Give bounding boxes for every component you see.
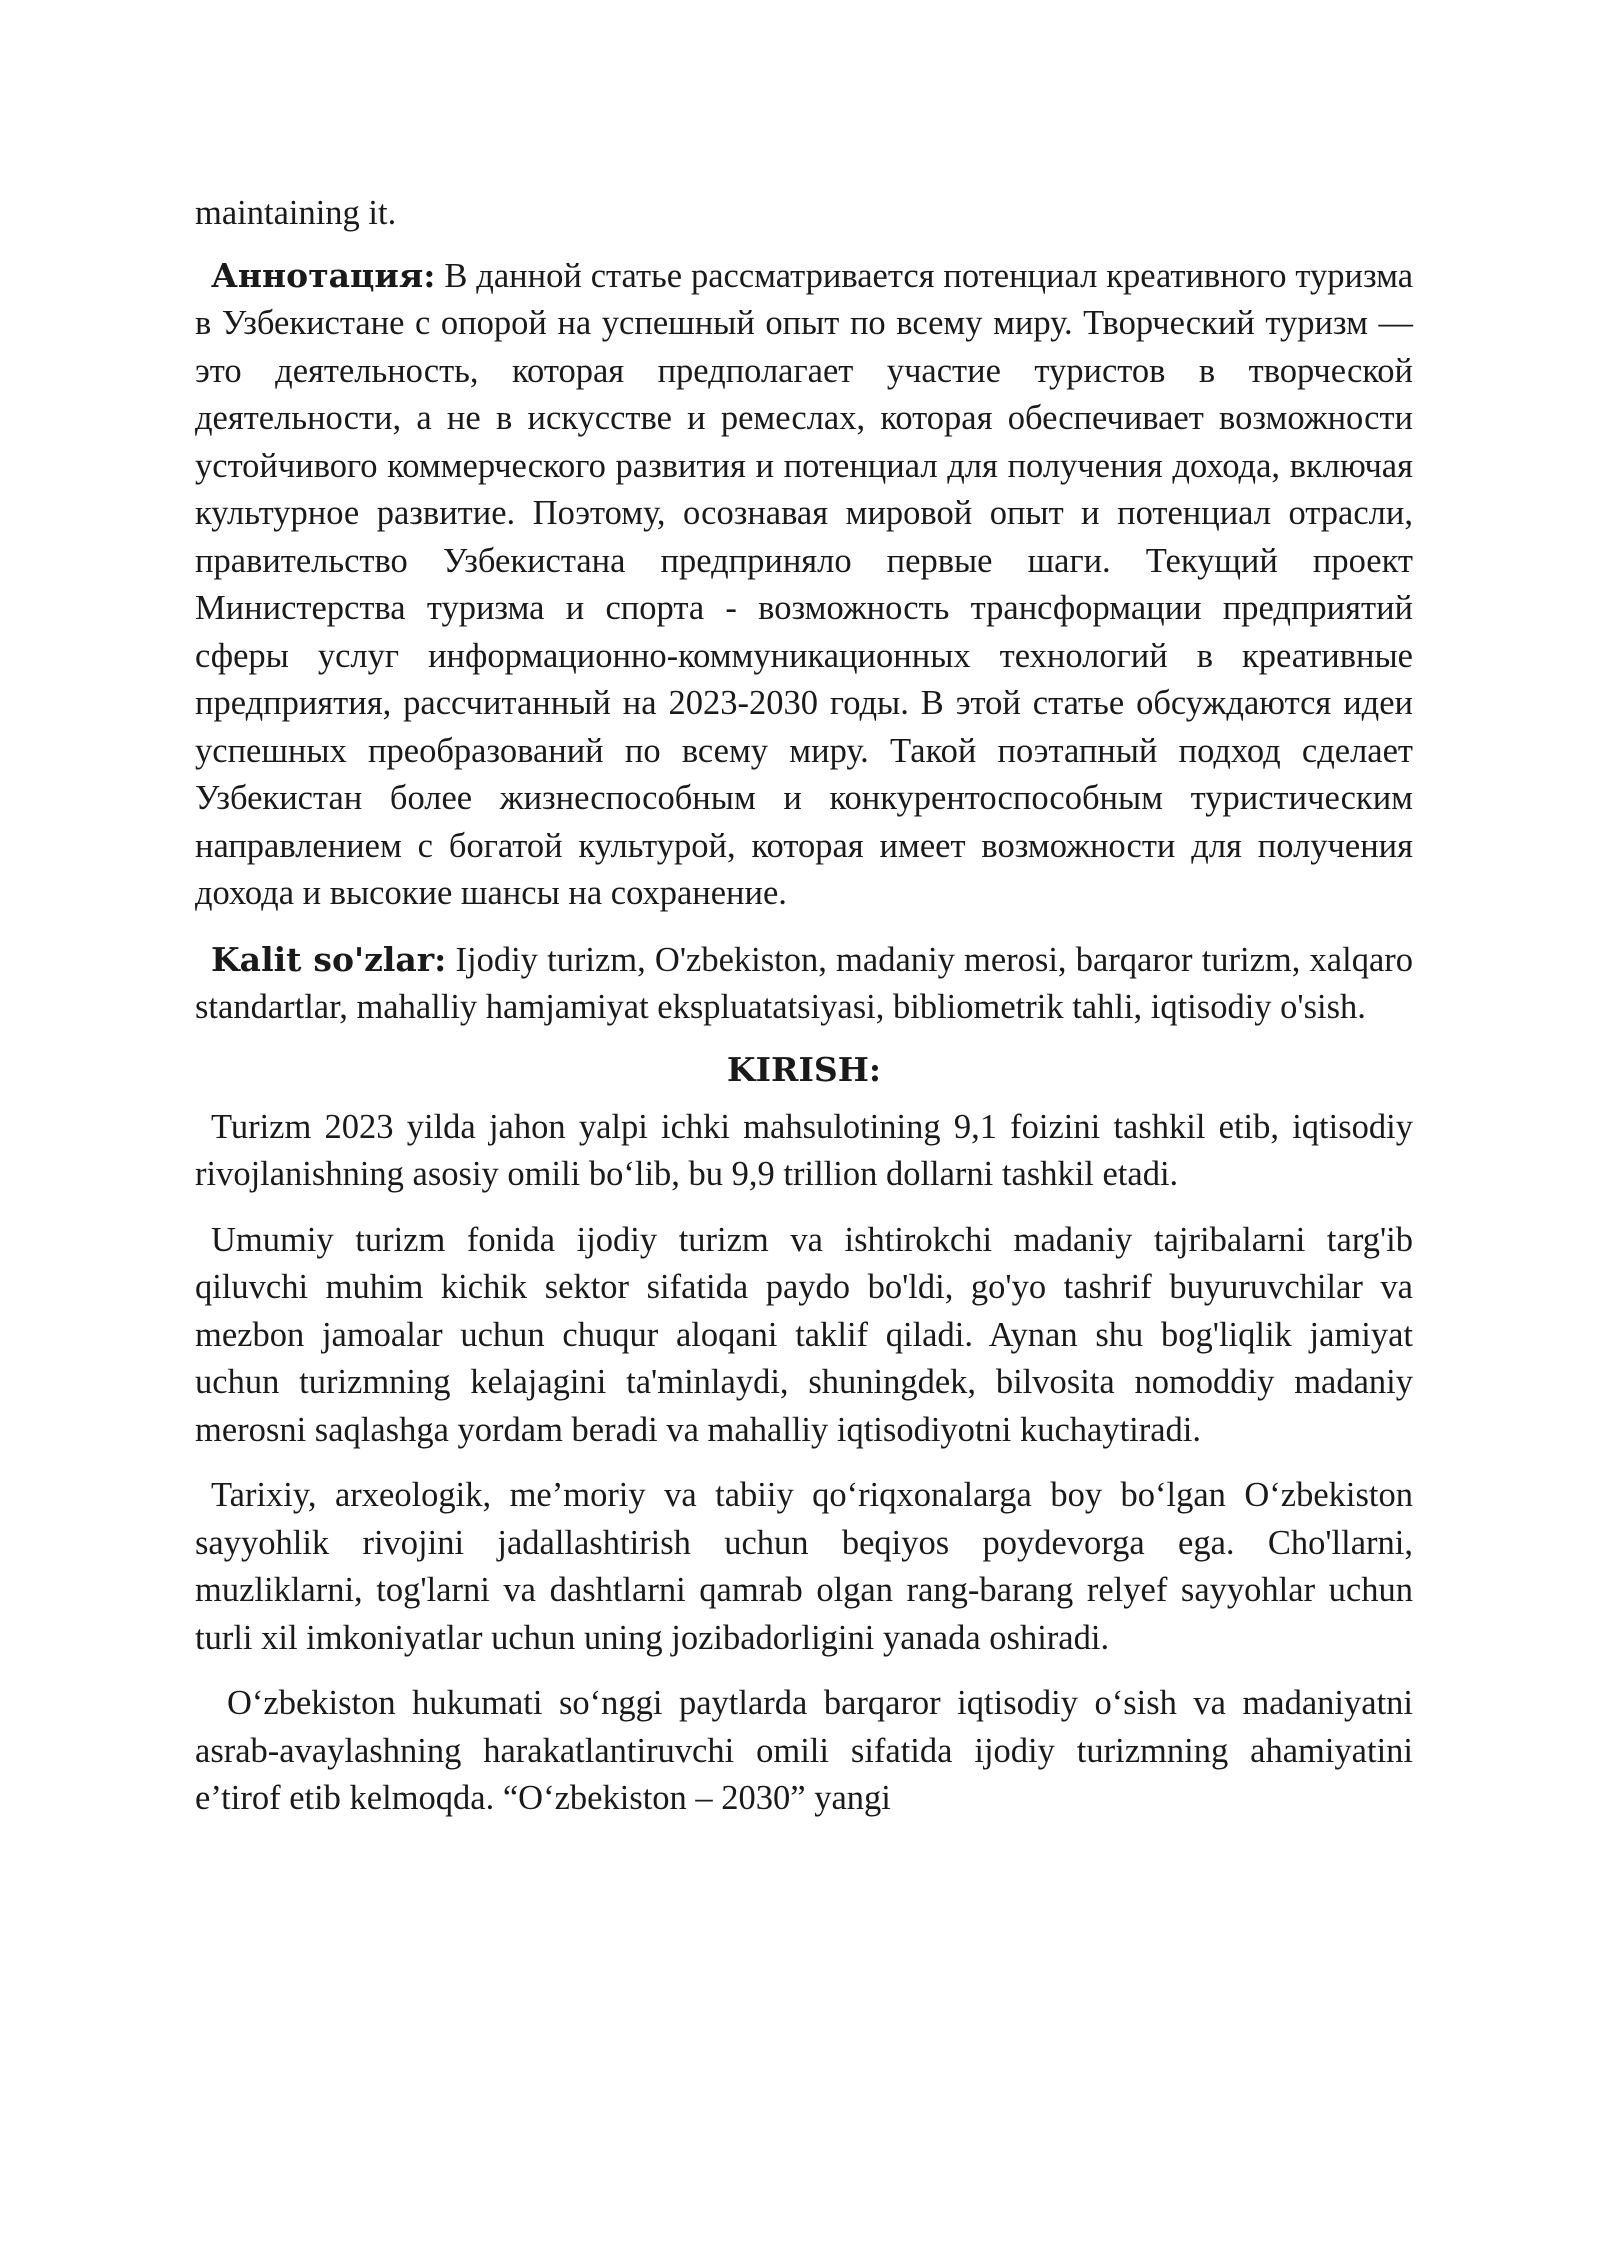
section-heading: KIRISH:	[726, 1049, 882, 1089]
annotation-paragraph	[195, 252, 1413, 918]
annotation-label: Аннотация:	[211, 255, 436, 295]
keywords-text: Ijodiy turizm, O'zbekiston, madaniy merosi, barqaror turizm, xalqaro standartlar, mahalliy hamjamiyat ekspluatatsiyasi, bibliometrik tahli, iqtisodiy o'sish.	[195, 940, 1413, 1026]
annotation-text: В данной статье рассматривается потенциал креативного туризма в Узбекистане с опорой на успешный опыт по всему миру. Творческий туризм — это деятельность, которая предполагает участие туристов в творческой деятельности, а не в искусстве и ремеслах, которая обеспечивает возможности устойчивого коммерческого развития и потенциал для получения дохода, включая культурное развитие. Поэтому, осознавая мировой опыт и потенциал отрасли, правительство Узбекистана предприняло первые шаги. Текущий проект Министерства туризма и спорта - возможность трансформации предприятий сферы услуг информационно-коммуникационных технологий в креативные предприятия, рассчитанный на 2023-2030 годы. В этой статье обсуждаются идеи успешных преобразований по всему миру. Такой поэтапный подход сделает Узбекистан более жизнеспособным и конкурентоспособным туристическим направлением с богатой культурой, которая имеет возможности для получения дохода и высокие шансы на сохранение.	[195, 256, 1414, 912]
body-paragraph-2: Umumiy turizm fonida ijodiy turizm va ishtirokchi madaniy tajribalarni targ'ib qiluvchi muhim kichik sektor sifatida paydo bo'ldi, go'yo tashrif buyuruvchilar va mezbon jamoalar uchun chuqur aloqani taklif qiladi. Aynan shu bog'liqlik jamiyat uchun turizmning kelajagini ta'minlaydi, shuningdek, bilvosita nomoddiy madaniy merosni saqlashga yordam beradi va mahalliy iqtisodiyotni kuchaytiradi.	[195, 1220, 1413, 1449]
keywords-paragraph	[195, 936, 1413, 1032]
keywords-label: Kalit so'zlar:	[211, 939, 447, 979]
document-page	[195, 190, 1413, 1823]
body-paragraph-1: Turizm 2023 yilda jahon yalpi ichki mahsulotining 9,1 foizini tashkil etib, iqtisodiy rivojlanishning asosiy omili bo‘lib, bu 9,9 trillion dollarni tashkil etadi.	[195, 1107, 1413, 1193]
body-paragraph-3: Tarixiy, arxeologik, me’moriy va tabiiy qo‘riqxonalarga boy bo‘lgan O‘zbekiston sayyohlik rivojini jadallashtirish uchun beqiyos poydevorga ega. Cho'llarni, muzliklarni, tog'larni va dashtlarni qamrab olgan rang-barang relyef sayyohlar uchun turli xil imkoniyatlar uchun uning jozibadorligini yanada oshiradi.	[195, 1476, 1413, 1657]
carryover-text: maintaining it.	[195, 194, 397, 232]
body-paragraph-4: O‘zbekiston hukumati so‘nggi paytlarda barqaror iqtisodiy o‘sish va madaniyatni asrab-avaylashning harakatlantiruvchi omili sifatida ijodiy turizmning ahamiyatini e’tirof etib kelmoqda. “O‘zbekiston – 2030” yangi	[195, 1684, 1413, 1817]
